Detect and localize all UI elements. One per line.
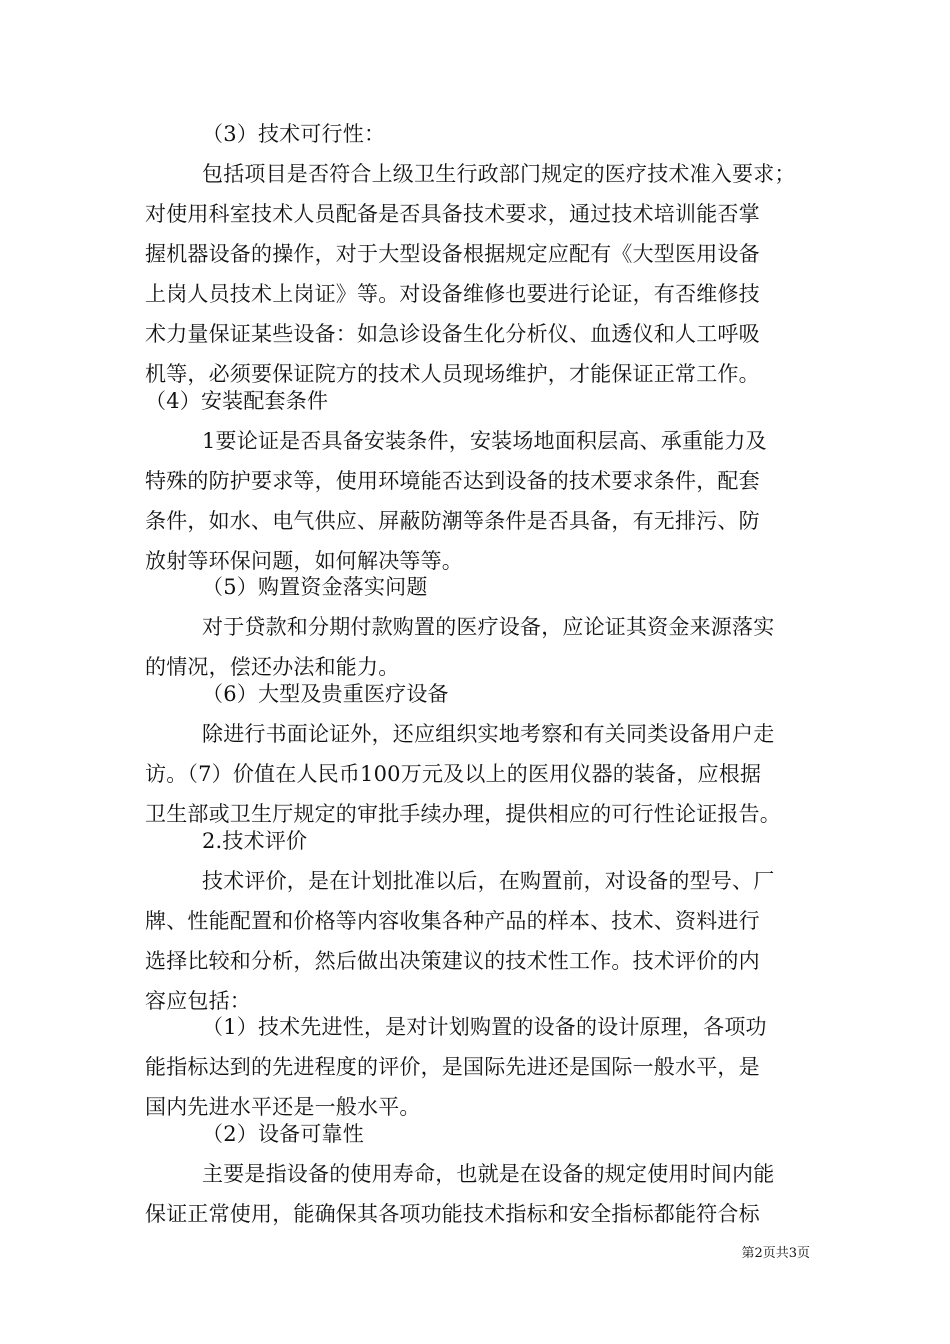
paragraph-line: 牌、性能配置和价格等内容收集各种产品的样本、技术、资料进行 xyxy=(145,909,760,933)
paragraph-line: 放射等环保问题，如何解决等等。 xyxy=(145,549,463,573)
paragraph-line: 上岗人员技术上岗证》等。对设备维修也要进行论证，有否维修技 xyxy=(145,282,760,306)
paragraph-line: 保证正常使用，能确保其各项功能技术指标和安全指标都能符合标 xyxy=(145,1202,760,1226)
heading-funding: （5）购置资金落实问题 xyxy=(202,575,428,599)
paragraph-line: 除进行书面论证外，还应组织实地考察和有关同类设备用户走 xyxy=(202,722,775,746)
paragraph-line: 卫生部或卫生厅规定的审批手续办理，提供相应的可行性论证报告。 xyxy=(145,802,781,826)
heading-installation-conditions: （4）安装配套条件 xyxy=(145,389,329,413)
heading-technical-feasibility: （3）技术可行性： xyxy=(202,122,386,146)
paragraph-line: 对于贷款和分期付款购置的医疗设备，应论证其资金来源落实 xyxy=(202,615,775,639)
paragraph-line: 容应包括： xyxy=(145,989,251,1013)
paragraph-line: （1）技术先进性，是对计划购置的设备的设计原理，各项功 xyxy=(202,1015,767,1039)
paragraph-line: 1要论证是否具备安装条件，安装场地面积层高、承重能力及 xyxy=(202,429,767,453)
paragraph-line: 主要是指设备的使用寿命，也就是在设备的规定使用时间内能 xyxy=(202,1162,775,1186)
heading-technical-evaluation: 2.技术评价 xyxy=(202,829,308,853)
paragraph-line: 包括项目是否符合上级卫生行政部门规定的医疗技术准入要求； xyxy=(202,162,796,186)
paragraph-line: 对使用科室技术人员配备是否具备技术要求，通过技术培训能否掌 xyxy=(145,202,760,226)
paragraph-line: 国内先进水平还是一般水平。 xyxy=(145,1095,421,1119)
paragraph-line: 的情况，偿还办法和能力。 xyxy=(145,655,400,679)
paragraph-line: 选择比较和分析，然后做出决策建议的技术性工作。技术评价的内 xyxy=(145,949,760,973)
paragraph-line: 能指标达到的先进程度的评价，是国际先进还是国际一般水平，是 xyxy=(145,1055,760,1079)
paragraph-line: 机等，必须要保证院方的技术人员现场维护，才能保证正常工作。 xyxy=(145,362,760,386)
paragraph-line: 特殊的防护要求等，使用环境能否达到设备的技术要求条件，配套 xyxy=(145,469,760,493)
paragraph-line: 访。（7）价值在人民币100万元及以上的医用仪器的装备，应根据 xyxy=(145,762,762,786)
paragraph-line: 条件，如水、电气供应、屏蔽防潮等条件是否具备，有无排污、防 xyxy=(145,509,760,533)
paragraph-line: 握机器设备的操作，对于大型设备根据规定应配有《大型医用设备 xyxy=(145,242,760,266)
paragraph-line: 技术评价，是在计划批准以后，在购置前，对设备的型号、厂 xyxy=(202,869,775,893)
heading-large-equipment: （6）大型及贵重医疗设备 xyxy=(202,682,449,706)
heading-reliability: （2）设备可靠性 xyxy=(202,1122,364,1146)
page-number: 第2页共3页 xyxy=(741,1246,810,1261)
paragraph-line: 术力量保证某些设备：如急诊设备生化分析仪、血透仪和人工呼吸 xyxy=(145,322,760,346)
